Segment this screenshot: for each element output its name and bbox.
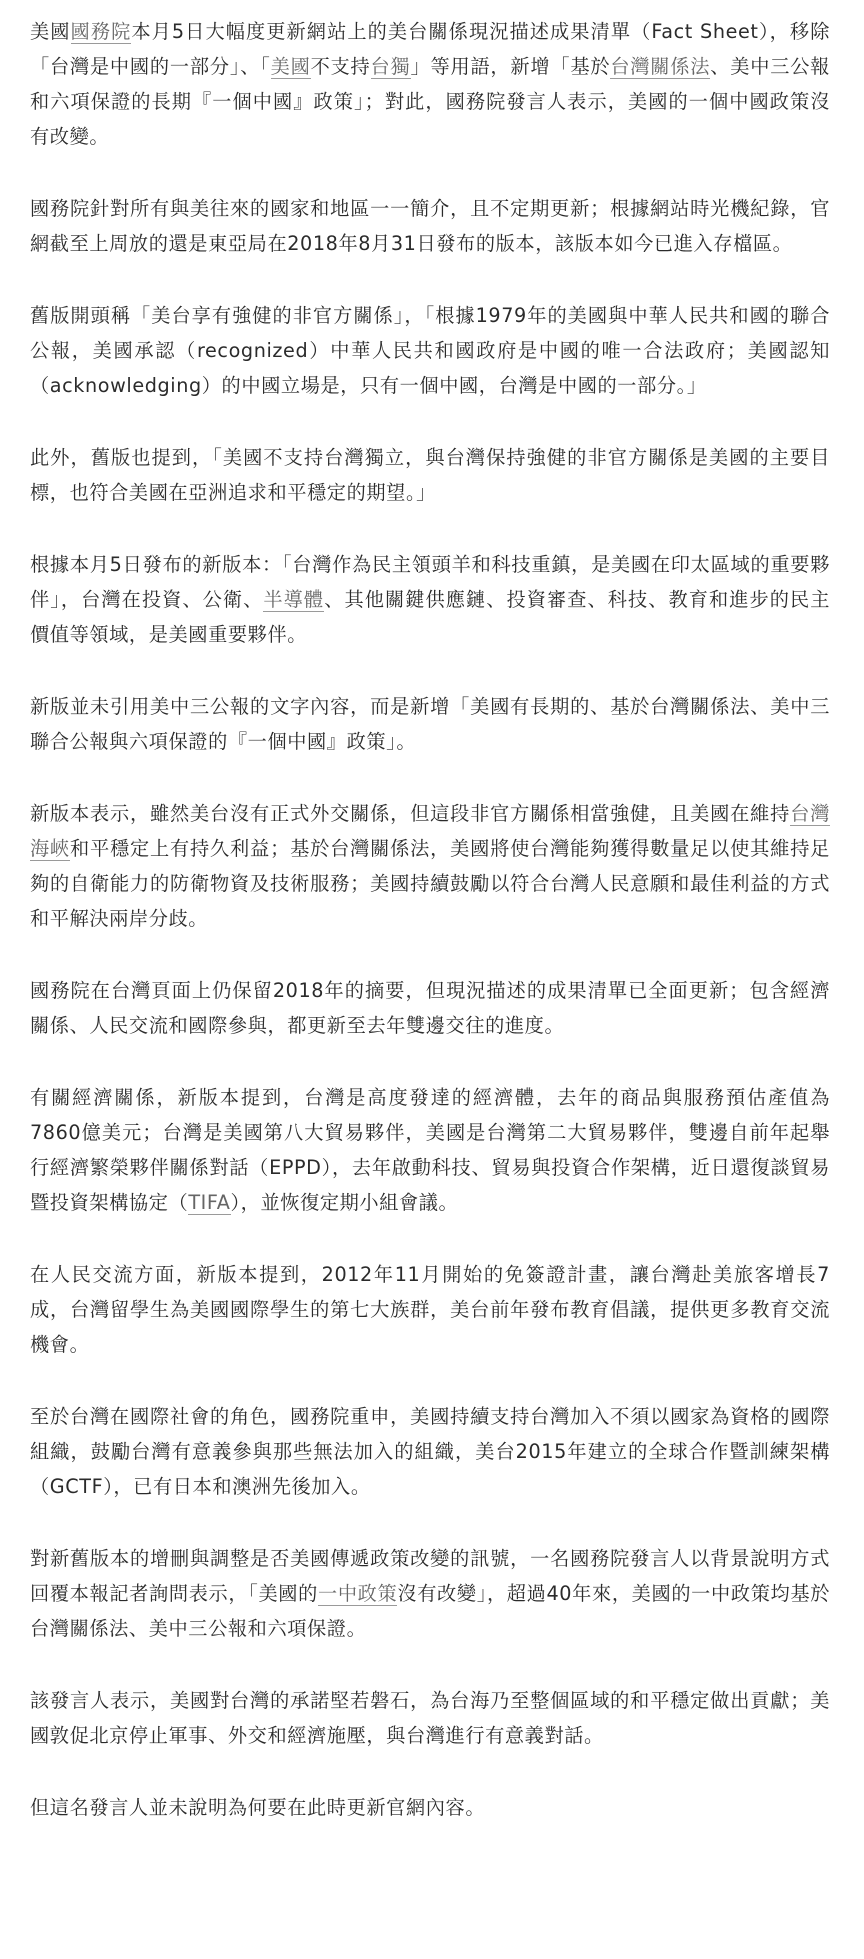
paragraph-text: 但這名發言人並未說明為何要在此時更新官網內容。 [30, 1796, 486, 1819]
article-paragraph [30, 796, 830, 936]
paragraph-text: 該發言人表示，美國對台灣的承諾堅若磐石，為台海乃至整個區域的和平穩定做出貢獻；美國敦促北京停止軍事、外交和經濟施壓，與台灣進行有意義對話。 [30, 1689, 830, 1747]
paragraph-text: 沒有改變」，超過40年來，美國的一中政策均基於台灣關係法、美中三公報和六項保證。 [30, 1582, 830, 1640]
paragraph-text: 本月5日大幅度更新網站上的美台關係現況描述成果清單（Fact Sheet），移除「台灣是中國的一部分」、「 [30, 20, 830, 78]
paragraph-text: 美國 [30, 20, 71, 43]
paragraph-text: 根據本月5日發布的新版本：「台灣作為民主領頭羊和科技重鎮，是美國在印太區域的重要夥伴」，台灣在投資、公衛、 [30, 553, 830, 611]
keyword-link[interactable]: 台獨 [370, 55, 411, 78]
article-paragraph [30, 440, 830, 510]
keyword-link[interactable]: 台灣海峽 [30, 802, 830, 860]
paragraph-text: 國務院針對所有與美往來的國家和地區一一簡介，且不定期更新；根據網站時光機紀錄，官網截至上周放的還是東亞局在2018年8月31日發布的版本，該版本如今已進入存檔區。 [30, 197, 830, 255]
article-paragraph [30, 1683, 830, 1753]
paragraph-text: 在人民交流方面，新版本提到，2012年11月開始的免簽證計畫，讓台灣赴美旅客增長7成，台灣留學生為美國國際學生的第七大族群，美台前年發布教育倡議，提供更多教育交流機會。 [30, 1263, 830, 1356]
keyword-link[interactable]: 半導體 [263, 588, 325, 611]
paragraph-text: 新版本表示，雖然美台沒有正式外交關係，但這段非官方關係相當強健，且美國在維持 [30, 802, 791, 825]
article-paragraph [30, 1399, 830, 1504]
article-paragraph [30, 1080, 830, 1220]
paragraph-text: 和平穩定上有持久利益；基於台灣關係法，美國將使台灣能夠獲得數量足以使其維持足夠的自衛能力的防衛物資及技術服務；美國持續鼓勵以符合台灣人民意願和最佳利益的方式和平解決兩岸分歧。 [30, 837, 830, 930]
keyword-link[interactable]: TIFA [188, 1191, 231, 1214]
article-paragraph [30, 973, 830, 1043]
paragraph-text: 、其他關鍵供應鏈、投資審查、科技、教育和進步的民主價值等領域，是美國重要夥伴。 [30, 588, 830, 646]
article-paragraph [30, 547, 830, 652]
paragraph-text: 有關經濟關係，新版本提到，台灣是高度發達的經濟體，去年的商品與服務預估產值為7860億美元；台灣是美國第八大貿易夥伴，美國是台灣第二大貿易夥伴，雙邊自前年起舉行經濟繁榮夥伴關係對話（EPPD），去年啟動科技、貿易與投資合作架構，近日還復談貿易暨投資架構協定（ [30, 1086, 830, 1214]
article-paragraph [30, 191, 830, 261]
paragraph-text: 國務院在台灣頁面上仍保留2018年的摘要，但現況描述的成果清單已全面更新；包含經濟關係、人民交流和國際參與，都更新至去年雙邊交往的進度。 [30, 979, 830, 1037]
paragraph-text: 至於台灣在國際社會的角色，國務院重申，美國持續支持台灣加入不須以國家為資格的國際組織，鼓勵台灣有意義參與那些無法加入的組織，美台2015年建立的全球合作暨訓練架構（GCTF），已有日本和澳洲先後加入。 [30, 1405, 830, 1498]
article-paragraph [30, 1790, 830, 1825]
paragraph-text: 新版並未引用美中三公報的文字內容，而是新增「美國有長期的、基於台灣關係法、美中三聯合公報與六項保證的『一個中國』政策」。 [30, 695, 830, 753]
keyword-link[interactable]: 國務院 [70, 20, 132, 43]
article-paragraph [30, 1541, 830, 1646]
article-body [30, 14, 830, 1862]
keyword-link[interactable]: 台灣關係法 [610, 55, 711, 78]
paragraph-text: 不支持 [310, 55, 371, 78]
paragraph-text: 」等用語，新增「基於 [410, 55, 611, 78]
keyword-link[interactable]: 美國 [270, 55, 311, 78]
article-paragraph [30, 689, 830, 759]
paragraph-text: 對新舊版本的增刪與調整是否美國傳遞政策改變的訊號，一名國務院發言人以背景說明方式回覆本報記者詢問表示，「美國的 [30, 1547, 830, 1605]
paragraph-text: 、美中三公報和六項保證的長期『一個中國』政策」；對此，國務院發言人表示，美國的一個中國政策沒有改變。 [30, 55, 830, 148]
keyword-link[interactable]: 一中政策 [318, 1582, 398, 1605]
article-paragraph [30, 298, 830, 403]
article-paragraph [30, 1257, 830, 1362]
paragraph-text: 此外，舊版也提到，「美國不支持台灣獨立，與台灣保持強健的非官方關係是美國的主要目標，也符合美國在亞洲追求和平穩定的期望。」 [30, 446, 830, 504]
paragraph-text: 舊版開頭稱「美台享有強健的非官方關係」，「根據1979年的美國與中華人民共和國的聯合公報，美國承認（recognized）中華人民共和國政府是中國的唯一合法政府；美國認知（acknowledging）的中國立場是，只有一個中國，台灣是中國的一部分。」 [30, 304, 830, 397]
article-paragraph [30, 14, 830, 154]
paragraph-text: ），並恢復定期小組會議。 [230, 1191, 459, 1214]
